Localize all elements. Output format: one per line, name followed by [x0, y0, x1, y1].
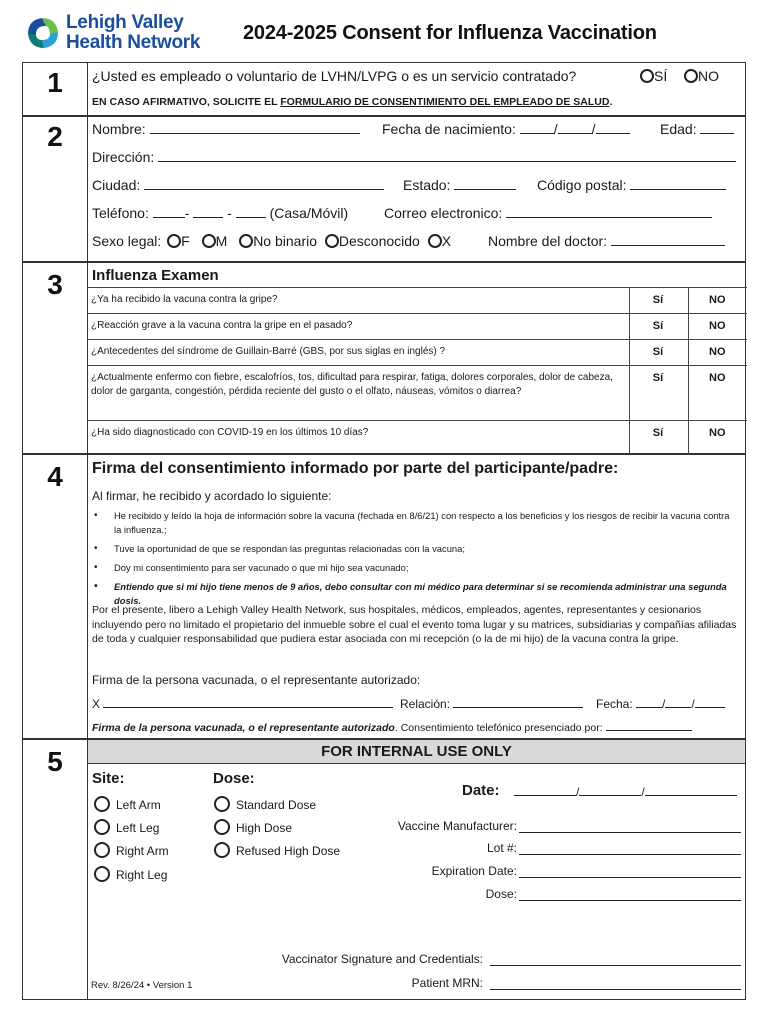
site-right-leg[interactable] — [94, 866, 167, 882]
screening-question: ¿Ha sido diagnosticado con COVID-19 en los últimos 10 días? — [88, 421, 629, 454]
dob-day[interactable] — [558, 121, 592, 134]
logo-text — [66, 13, 200, 53]
employee-question: ¿Usted es empleado o voluntario de LVHN/LVPG o es un servicio contratado? — [92, 68, 577, 84]
table-row — [88, 288, 747, 314]
site-label: Site: — [92, 770, 125, 787]
radio-icon[interactable] — [214, 796, 230, 812]
city-label: Ciudad — [92, 177, 137, 193]
screening-question: ¿Actualmente enfermo con fiebre, escalofríos, tos, dificultad para respirar, fatiga, dolores corporales, dolor de cabeza, dolor de garganta, congestión, pérdida reciente del gusto o el olfato, náuseas, vómitos o diarrea? — [88, 366, 629, 421]
phone-prefix[interactable] — [193, 205, 223, 218]
name-label: Nombre — [92, 121, 142, 137]
relation-label: Relación: — [400, 697, 451, 711]
phone-consent-label: . Consentimiento telefónico presenciado por: — [394, 722, 603, 734]
radio-icon[interactable] — [214, 842, 230, 858]
table-row — [88, 366, 747, 421]
dose-field-line[interactable] — [519, 900, 741, 901]
name-field[interactable]: Nombre: — [92, 121, 360, 137]
phone-line[interactable] — [236, 205, 266, 218]
name-line[interactable] — [150, 121, 360, 134]
state-line[interactable] — [454, 177, 516, 190]
zip-field[interactable]: Código postal: — [537, 177, 726, 193]
logo-line-2: Health Network — [66, 32, 201, 53]
answer-no[interactable]: NO — [688, 288, 747, 314]
city-field[interactable]: Ciudad: — [92, 177, 384, 193]
witness-line[interactable] — [606, 721, 692, 731]
screening-question: ¿Ya ha recibido la vacuna contra la gripe? — [88, 288, 629, 314]
date-month[interactable] — [636, 697, 662, 708]
sex-field — [92, 233, 451, 249]
radio-icon[interactable] — [94, 842, 110, 858]
answer-no[interactable]: NO — [688, 366, 747, 421]
date-day[interactable] — [665, 697, 691, 708]
dose-label: Dose: — [213, 770, 255, 787]
radio-icon[interactable] — [202, 234, 216, 248]
signature-label: Firma de la persona vacunada, o el representante autorizado: — [92, 673, 421, 687]
phone-label: Teléfono — [92, 205, 145, 221]
list-item: • Doy mi consentimiento para ser vacunado o que mi hijo sea vacunado; — [92, 561, 739, 575]
zip-label: Código postal — [537, 177, 623, 193]
screening-question: ¿Antecedentes del síndrome de Guillain-Barré (GBS, por sus siglas en inglés) ? — [88, 340, 629, 366]
site-option-label: Left Arm — [116, 798, 161, 812]
age-field[interactable]: Edad: — [660, 121, 734, 137]
signature-caption: Firma de la persona vacunada, o el representante autorizado — [92, 722, 395, 734]
notice-text: EN CASO AFIRMATIVO, SOLICITE EL — [92, 96, 281, 108]
phone-consent-field[interactable] — [92, 721, 692, 734]
no-label: NO — [698, 68, 719, 84]
release-paragraph: Por el presente, libero a Lehigh Valley Health Network, sus hospitales, médicos, empleados, agentes, representantes y cesionarios incluyendo pero no limitado el propietario del inmueble sobre el cual el evento toma lugar y su matrices, subsidiarias y compañías afiliadas de toda y cualquier responsabilidad que pudiera estar asociada con mi recepción (o la de mi hijo) de la vacuna contra la gripe. — [92, 604, 737, 645]
answer-yes[interactable]: Sí — [629, 421, 688, 454]
signature-line[interactable] — [103, 697, 393, 708]
section-number: 4 — [47, 461, 63, 492]
sex-f-label: F — [181, 233, 190, 249]
phone-area[interactable] — [153, 205, 185, 218]
radio-icon[interactable] — [214, 819, 230, 835]
mrn-label: Patient MRN: — [411, 976, 483, 990]
answer-no[interactable]: NO — [688, 314, 747, 340]
section-4 — [22, 454, 746, 739]
answer-yes[interactable]: Sí — [629, 288, 688, 314]
internal-date-label: Date: — [462, 782, 500, 799]
radio-icon[interactable] — [94, 796, 110, 812]
consent-heading: Firma del consentimiento informado por parte del participante/padre: — [92, 460, 619, 477]
expiration-label: Expiration Date: — [431, 864, 517, 878]
section-2 — [22, 116, 746, 262]
page-title: 2024-2025 Consent for Influenza Vaccination — [243, 22, 657, 44]
screening-question: ¿Reacción grave a la vacuna contra la gripe en el pasado? — [88, 314, 629, 340]
date-year[interactable] — [695, 697, 725, 708]
date-label: Fecha: — [596, 697, 633, 711]
notice-form-name: FORMULARIO DE CONSENTIMIENTO DEL EMPLEADO DE SALUD — [280, 96, 610, 108]
expiration-line[interactable] — [519, 877, 741, 878]
revision-note: Rev. 8/26/24 • Version 1 — [91, 980, 193, 991]
email-line[interactable] — [506, 205, 712, 218]
signature-x: X — [92, 697, 101, 711]
dob-label: Fecha de nacimiento — [382, 121, 512, 137]
state-field[interactable]: Estado: — [403, 177, 516, 193]
section-number: 2 — [47, 121, 63, 152]
dose-option-label: High Dose — [236, 821, 293, 835]
sex-nb-label: No binario — [253, 233, 318, 249]
consent-bullets — [92, 509, 739, 608]
employee-no-option[interactable] — [684, 68, 719, 84]
phone-field[interactable]: Teléfono: - - (Casa/Móvil) — [92, 205, 349, 221]
radio-icon[interactable] — [239, 234, 253, 248]
radio-icon[interactable] — [684, 69, 698, 83]
section-3 — [22, 262, 746, 454]
relation-line[interactable] — [453, 697, 583, 708]
page-header — [0, 0, 770, 62]
dose-standard[interactable] — [214, 796, 316, 812]
signature-field[interactable] — [92, 697, 393, 711]
radio-icon[interactable] — [94, 866, 110, 882]
doctor-label: Nombre del doctor — [488, 233, 604, 249]
mrn-line[interactable] — [490, 989, 741, 990]
manufacturer-line[interactable] — [519, 832, 741, 833]
dob-field[interactable]: Fecha de nacimiento: / / — [382, 121, 630, 137]
section-1-body — [87, 63, 745, 115]
section-3-body — [87, 263, 745, 453]
dose-field-label: Dose: — [485, 887, 517, 901]
radio-icon[interactable] — [325, 234, 339, 248]
logo-line-1: Lehigh Valley — [66, 12, 184, 33]
list-item: • He recibido y leído la hoja de información sobre la vacuna (fechada en 8/6/21) con respecto a los beneficios y los riesgos de recibir la vacuna contra la influenza.; — [92, 509, 739, 537]
screening-heading: Influenza Examen — [92, 267, 219, 284]
answer-yes[interactable]: Sí — [629, 340, 688, 366]
table-row — [88, 340, 747, 366]
sex-m-label: M — [215, 233, 228, 249]
notice-period: . — [609, 96, 613, 108]
doctor-field[interactable]: Nombre del doctor: — [488, 233, 725, 249]
lvhn-logo — [22, 12, 232, 60]
date-year[interactable] — [645, 784, 737, 796]
age-line[interactable] — [700, 121, 734, 134]
relation-field[interactable] — [400, 697, 583, 711]
dob-month[interactable] — [520, 121, 554, 134]
table-row — [88, 314, 747, 340]
section-number: 1 — [47, 67, 63, 98]
doctor-line[interactable] — [611, 233, 725, 246]
city-line[interactable] — [144, 177, 384, 190]
site-option-label: Right Arm — [116, 844, 169, 858]
yes-label: SÍ — [654, 68, 668, 84]
vaccinator-label: Vaccinator Signature and Credentials: — [281, 952, 483, 966]
sex-label: Sexo legal: — [92, 233, 162, 249]
address-label: Dirección — [92, 149, 151, 165]
site-left-leg[interactable] — [94, 819, 159, 835]
radio-icon[interactable] — [428, 234, 442, 248]
section-number: 5 — [47, 746, 63, 777]
phone-type: (Casa/Móvil) — [269, 205, 349, 221]
dose-option-label: Refused High Dose — [236, 844, 341, 858]
site-left-arm[interactable] — [94, 796, 161, 812]
email-field[interactable]: Correo electronico: — [384, 205, 712, 221]
dose-option-label: Standard Dose — [236, 798, 317, 812]
site-option-label: Right Leg — [116, 868, 168, 882]
lvhn-logo-icon — [22, 12, 64, 54]
state-label: Estado — [403, 177, 447, 193]
section-5 — [22, 739, 746, 1000]
list-item: • Tuve la oportunidad de que se respondan las preguntas relacionadas con la vacuna; — [92, 542, 739, 556]
dob-year[interactable] — [596, 121, 630, 134]
table-row — [88, 421, 747, 454]
answer-yes[interactable]: Sí — [629, 366, 688, 421]
radio-icon[interactable] — [640, 69, 654, 83]
signature-date-field[interactable]: Fecha: / / — [596, 697, 725, 711]
section-4-body — [87, 455, 745, 738]
answer-yes[interactable]: Sí — [629, 314, 688, 340]
lot-line[interactable] — [519, 854, 741, 855]
vaccinator-line[interactable] — [490, 965, 741, 966]
internal-date-field[interactable]: / / — [514, 784, 737, 799]
lot-label: Lot #: — [486, 841, 517, 855]
sex-x-label: X — [441, 233, 452, 249]
internal-use-header: FOR INTERNAL USE ONLY — [88, 740, 745, 764]
email-label: Correo electronico — [384, 205, 499, 221]
consent-intro: Al firmar, he recibido y acordado lo siguiente: — [92, 489, 332, 503]
sex-unknown-label: Desconocido — [338, 233, 420, 249]
site-right-arm[interactable] — [94, 842, 169, 858]
age-label: Edad — [660, 121, 693, 137]
section-number: 3 — [47, 269, 63, 300]
answer-no[interactable]: NO — [688, 340, 747, 366]
radio-icon[interactable] — [167, 234, 181, 248]
dose-high[interactable] — [214, 819, 292, 835]
employee-notice — [92, 96, 612, 108]
answer-no[interactable]: NO — [688, 421, 747, 454]
employee-yes-option[interactable] — [640, 68, 667, 84]
manufacturer-label: Vaccine Manufacturer: — [397, 819, 517, 833]
section-1 — [22, 62, 746, 116]
date-day[interactable] — [579, 784, 641, 796]
radio-icon[interactable] — [94, 819, 110, 835]
list-item: • Entiendo que si mi hijo tiene menos de 9 años, debo consultar con mi médico para determinar si se recomienda administrar una segunda dosis. — [92, 580, 739, 608]
screening-table — [88, 287, 747, 454]
section-2-body — [87, 117, 745, 261]
dose-refused-high[interactable] — [214, 842, 340, 858]
date-month[interactable] — [514, 784, 576, 796]
address-field[interactable]: Dirección: — [92, 149, 736, 165]
section-5-body — [87, 740, 745, 999]
site-option-label: Left Leg — [116, 821, 160, 835]
zip-line[interactable] — [630, 177, 726, 190]
address-line[interactable] — [158, 149, 736, 162]
